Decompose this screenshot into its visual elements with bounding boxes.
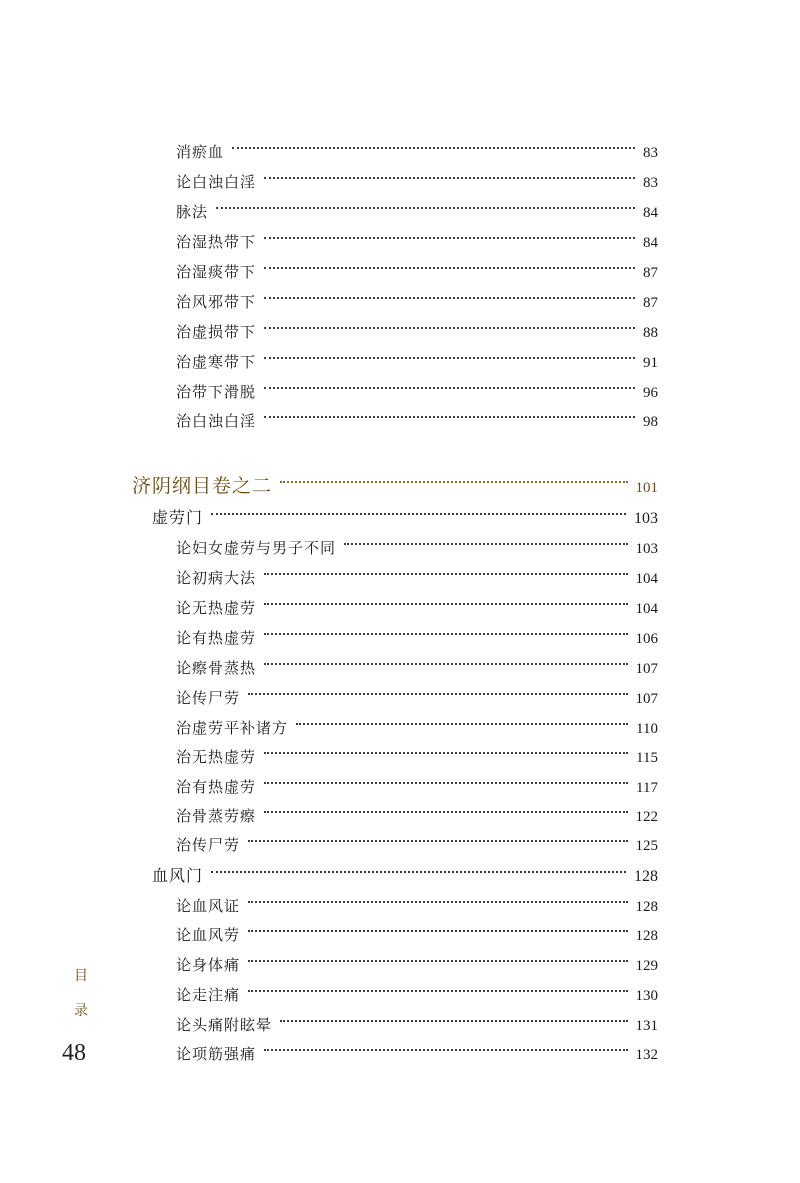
toc-entry[interactable]: [176, 804, 658, 828]
entry-page: 84: [643, 235, 658, 251]
dot-leader: [264, 573, 627, 575]
entry-title: 消瘀血: [176, 143, 225, 161]
section-page: 128: [634, 868, 658, 885]
dot-leader: [264, 327, 635, 329]
entry-page: 104: [635, 571, 658, 587]
entry-page: 129: [635, 958, 658, 974]
toc-entry[interactable]: [176, 833, 658, 857]
dot-leader: [264, 603, 627, 605]
entry-title: 治传尸劳: [176, 836, 241, 854]
entry-page: 106: [635, 631, 658, 647]
dot-leader: [248, 693, 627, 695]
toc-entry[interactable]: [176, 200, 658, 224]
entry-page: 98: [643, 414, 658, 430]
entry-page: 83: [643, 145, 658, 161]
entry-page: 87: [643, 295, 658, 311]
entry-page: 131: [635, 1018, 658, 1034]
toc-entry[interactable]: [176, 686, 658, 710]
chapter-title: 济阴纲目卷之二: [132, 475, 273, 497]
dot-leader: [211, 513, 626, 515]
entry-page: 103: [635, 541, 658, 557]
entry-title: 论血风劳: [176, 926, 241, 944]
entry-title: 论有热虚劳: [176, 629, 257, 647]
dot-leader: [248, 960, 627, 962]
entry-title: 脉法: [176, 203, 209, 221]
dot-leader: [211, 871, 626, 873]
dot-leader: [264, 1049, 627, 1051]
dot-leader: [264, 267, 635, 269]
entry-title: 论白浊白淫: [176, 173, 257, 191]
entry-page: 96: [643, 385, 658, 401]
entry-page: 87: [643, 265, 658, 281]
running-head-lu: 录: [74, 1003, 88, 1019]
toc-entry[interactable]: [176, 775, 658, 799]
entry-page: 84: [643, 205, 658, 221]
page-number: 48: [62, 1040, 86, 1066]
dot-leader: [344, 543, 627, 545]
entry-page: 91: [643, 355, 658, 371]
entry-title: 治风邪带下: [176, 293, 257, 311]
toc-entry[interactable]: [176, 566, 658, 590]
entry-page: 107: [635, 661, 658, 677]
entry-title: 论传尸劳: [176, 689, 241, 707]
toc-entry[interactable]: [176, 380, 658, 404]
entry-page: 122: [635, 809, 658, 825]
toc-chapter[interactable]: [132, 474, 658, 498]
entry-page: 130: [635, 988, 658, 1004]
running-head-mu: 目: [74, 968, 88, 984]
entry-page: 132: [635, 1047, 658, 1063]
dot-leader: [264, 297, 635, 299]
toc-entry[interactable]: [176, 626, 658, 650]
entry-title: 论初病大法: [176, 569, 257, 587]
toc-entry[interactable]: [176, 260, 658, 284]
dot-leader: [248, 901, 627, 903]
dot-leader: [264, 416, 635, 418]
dot-leader: [248, 930, 627, 932]
toc-entry[interactable]: [176, 983, 658, 1007]
entry-title: 治有热虚劳: [176, 778, 257, 796]
entry-title: 论无热虚劳: [176, 599, 257, 617]
section-title: 血风门: [152, 866, 204, 885]
toc-section[interactable]: [152, 506, 658, 530]
entry-title: 治湿热带下: [176, 233, 257, 251]
toc-entry[interactable]: [176, 1013, 658, 1037]
entry-title: 论走注痛: [176, 986, 241, 1004]
toc-section[interactable]: [152, 864, 658, 888]
dot-leader: [264, 663, 627, 665]
toc-entry[interactable]: [176, 716, 658, 740]
toc-entry[interactable]: [176, 1042, 658, 1066]
toc-entry[interactable]: [176, 894, 658, 918]
toc-entry[interactable]: [176, 953, 658, 977]
entry-title: 论妇女虚劳与男子不同: [176, 539, 337, 557]
toc-entry[interactable]: [176, 745, 658, 769]
entry-page: 110: [636, 721, 658, 737]
entry-title: 治虚劳平补诸方: [176, 719, 289, 737]
entry-page: 83: [643, 175, 658, 191]
entry-title: 治骨蒸劳瘵: [176, 807, 257, 825]
entry-title: 治带下滑脱: [176, 383, 257, 401]
toc-entry[interactable]: [176, 230, 658, 254]
dot-leader: [296, 723, 628, 725]
entry-page: 128: [635, 928, 658, 944]
toc-entry[interactable]: [176, 320, 658, 344]
toc-entry[interactable]: [176, 656, 658, 680]
toc-entry[interactable]: [176, 596, 658, 620]
dot-leader: [280, 481, 627, 483]
entry-page: 128: [635, 899, 658, 915]
section-title: 虚劳门: [152, 508, 204, 527]
entry-title: 论血风证: [176, 897, 241, 915]
toc-entry[interactable]: [176, 140, 658, 164]
toc-entry[interactable]: [176, 409, 658, 433]
section-page: 103: [634, 510, 658, 527]
entry-title: 治虚寒带下: [176, 353, 257, 371]
dot-leader: [248, 990, 627, 992]
chapter-page: 101: [635, 480, 658, 496]
entry-page: 117: [636, 780, 658, 796]
toc-entry[interactable]: [176, 923, 658, 947]
entry-page: 107: [635, 691, 658, 707]
dot-leader: [264, 237, 635, 239]
dot-leader: [248, 840, 627, 842]
entry-title: 论身体痛: [176, 956, 241, 974]
toc-entry[interactable]: [176, 170, 658, 194]
entry-page: 88: [643, 325, 658, 341]
entry-title: 论瘵骨蒸热: [176, 659, 257, 677]
toc-entry[interactable]: [176, 536, 658, 560]
dot-leader: [232, 147, 635, 149]
dot-leader: [264, 357, 635, 359]
toc-entry[interactable]: [176, 290, 658, 314]
dot-leader: [216, 207, 635, 209]
entry-page: 104: [635, 601, 658, 617]
entry-title: 治湿痰带下: [176, 263, 257, 281]
dot-leader: [264, 387, 635, 389]
dot-leader: [264, 752, 628, 754]
dot-leader: [280, 1020, 627, 1022]
entry-title: 治虚损带下: [176, 323, 257, 341]
dot-leader: [264, 811, 627, 813]
entry-title: 治白浊白淫: [176, 412, 257, 430]
dot-leader: [264, 782, 628, 784]
dot-leader: [264, 633, 627, 635]
entry-page: 115: [636, 750, 658, 766]
dot-leader: [264, 177, 635, 179]
entry-title: 论项筋强痛: [176, 1045, 257, 1063]
toc-entry[interactable]: [176, 350, 658, 374]
entry-title: 论头痛附眩晕: [176, 1016, 273, 1034]
entry-page: 125: [635, 838, 658, 854]
entry-title: 治无热虚劳: [176, 748, 257, 766]
